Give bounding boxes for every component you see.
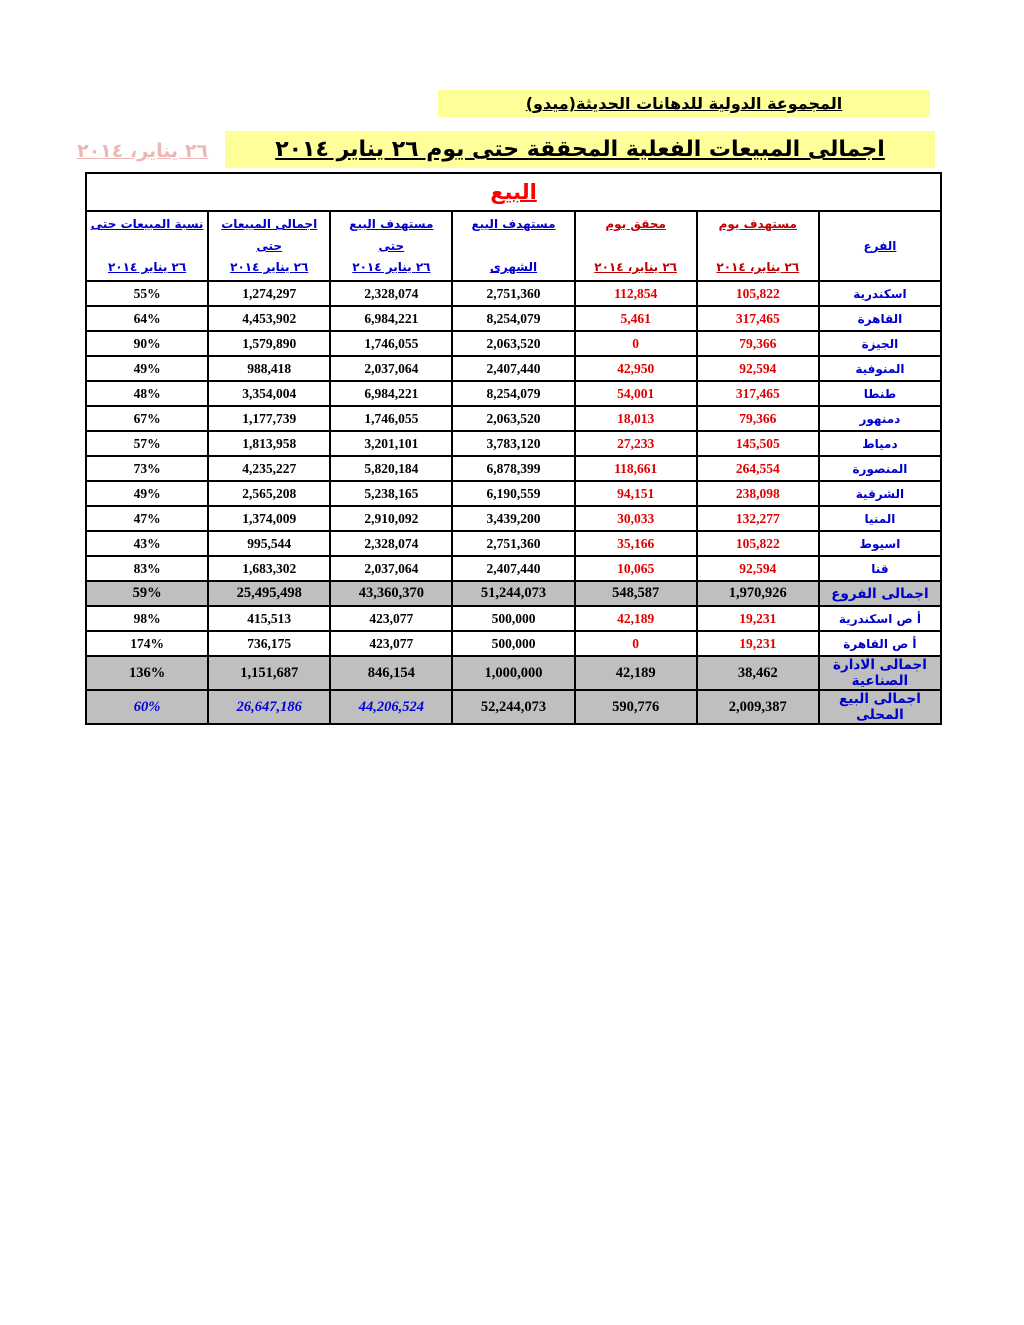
cell-sales_to_date: 26,647,186 (208, 690, 330, 724)
cell-branch: اسكندرية (819, 281, 941, 306)
cell-sales_to_date: 1,151,687 (208, 656, 330, 690)
cell-achieved_day: 112,854 (575, 281, 697, 306)
column-header-monthly_target-line: مستهدف البيع (471, 217, 556, 231)
cell-target_day: 238,098 (697, 481, 819, 506)
cell-target_to_date: 6,984,221 (330, 306, 452, 331)
cell-monthly_target: 500,000 (452, 606, 574, 631)
cell-sales_to_date: 1,579,890 (208, 331, 330, 356)
cell-pct: 57% (86, 431, 208, 456)
company-banner-text: المجموعة الدولية للدهانات الحديثة(ميدو) (525, 94, 843, 113)
cell-monthly_target: 8,254,079 (452, 381, 574, 406)
cell-target_day: 19,231 (697, 631, 819, 656)
cell-achieved_day: 42,950 (575, 356, 697, 381)
cell-pct: 47% (86, 506, 208, 531)
cell-target_day: 317,465 (697, 306, 819, 331)
cell-monthly_target: 2,063,520 (452, 331, 574, 356)
report-title-text: اجمالى المبيعات الفعلية المحققة حتى يوم ٢٦ يناير ٢٠١٤ (275, 137, 885, 162)
cell-sales_to_date: 1,813,958 (208, 431, 330, 456)
cell-monthly_target: 52,244,073 (452, 690, 574, 724)
cell-branch: المنيا (819, 506, 941, 531)
table-row-total (86, 656, 941, 690)
cell-branch: القاهرة (819, 306, 941, 331)
cell-sales_to_date: 1,177,739 (208, 406, 330, 431)
sales-table (85, 172, 942, 725)
table-row-branch (86, 631, 941, 656)
cell-achieved_day: 30,033 (575, 506, 697, 531)
cell-achieved_day: 94,151 (575, 481, 697, 506)
company-banner (438, 90, 930, 117)
cell-sales_to_date: 736,175 (208, 631, 330, 656)
cell-target_day: 79,366 (697, 331, 819, 356)
column-header-pct-line: ٢٦ يناير ٢٠١٤ (107, 260, 187, 274)
cell-branch: أ ص اسكندرية (819, 606, 941, 631)
cell-achieved_day: 42,189 (575, 656, 697, 690)
column-header-target_to_date (330, 211, 452, 281)
table-row-branch (86, 306, 941, 331)
column-header-sales_to_date-line: ٢٦ يناير ٢٠١٤ (230, 260, 309, 274)
cell-target_day: 132,277 (697, 506, 819, 531)
cell-achieved_day: 0 (575, 331, 697, 356)
cell-target_to_date: 5,238,165 (330, 481, 452, 506)
cell-target_to_date: 2,910,092 (330, 506, 452, 531)
cell-monthly_target: 6,878,399 (452, 456, 574, 481)
column-header-monthly_target (452, 211, 574, 281)
cell-achieved_day: 548,587 (575, 581, 697, 606)
cell-pct: 64% (86, 306, 208, 331)
cell-monthly_target: 3,783,120 (452, 431, 574, 456)
cell-sales_to_date: 25,495,498 (208, 581, 330, 606)
cell-branch: اجمالى البيع المحلى (819, 690, 941, 724)
cell-branch: المنصورة (819, 456, 941, 481)
cell-target_day: 2,009,387 (697, 690, 819, 724)
cell-target_to_date: 846,154 (330, 656, 452, 690)
column-header-achieved_day-line: محقق يوم (605, 217, 666, 231)
cell-target_to_date: 2,037,064 (330, 356, 452, 381)
cell-monthly_target: 2,063,520 (452, 406, 574, 431)
table-title-row (86, 173, 941, 211)
cell-monthly_target: 2,407,440 (452, 356, 574, 381)
column-header-sales_to_date-line: حتى (256, 238, 283, 253)
cell-pct: 43% (86, 531, 208, 556)
column-header-target_day-line: ٢٦ يناير، ٢٠١٤ (716, 260, 800, 274)
cell-branch: طنطا (819, 381, 941, 406)
cell-achieved_day: 54,001 (575, 381, 697, 406)
cell-achieved_day: 590,776 (575, 690, 697, 724)
cell-target_day: 38,462 (697, 656, 819, 690)
cell-sales_to_date: 1,683,302 (208, 556, 330, 581)
cell-achieved_day: 0 (575, 631, 697, 656)
cell-pct: 48% (86, 381, 208, 406)
cell-monthly_target: 51,244,073 (452, 581, 574, 606)
cell-target_to_date: 1,746,055 (330, 331, 452, 356)
cell-branch: اجمالى الادارة الصناعية (819, 656, 941, 690)
cell-target_to_date: 3,201,101 (330, 431, 452, 456)
cell-pct: 98% (86, 606, 208, 631)
cell-achieved_day: 18,013 (575, 406, 697, 431)
column-header-target_to_date-line: ٢٦ يناير ٢٠١٤ (352, 260, 431, 274)
table-header-row (86, 211, 941, 281)
cell-sales_to_date: 3,354,004 (208, 381, 330, 406)
cell-sales_to_date: 988,418 (208, 356, 330, 381)
column-header-sales_to_date (208, 211, 330, 281)
table-title-cell (86, 173, 941, 211)
cell-target_day: 19,231 (697, 606, 819, 631)
cell-monthly_target: 1,000,000 (452, 656, 574, 690)
cell-branch: المنوفية (819, 356, 941, 381)
cell-pct: 49% (86, 481, 208, 506)
table-row-branch (86, 481, 941, 506)
cell-target_to_date: 423,077 (330, 631, 452, 656)
cell-target_day: 264,554 (697, 456, 819, 481)
cell-target_to_date: 44,206,524 (330, 690, 452, 724)
cell-target_day: 79,366 (697, 406, 819, 431)
cell-branch: اسيوط (819, 531, 941, 556)
cell-target_day: 1,970,926 (697, 581, 819, 606)
cell-achieved_day: 42,189 (575, 606, 697, 631)
cell-sales_to_date: 4,453,902 (208, 306, 330, 331)
cell-target_to_date: 43,360,370 (330, 581, 452, 606)
cell-monthly_target: 6,190,559 (452, 481, 574, 506)
cell-target_to_date: 2,037,064 (330, 556, 452, 581)
cell-monthly_target: 3,439,200 (452, 506, 574, 531)
table-body (86, 281, 941, 724)
cell-sales_to_date: 1,274,297 (208, 281, 330, 306)
cell-target_to_date: 423,077 (330, 606, 452, 631)
column-header-pct (86, 211, 208, 281)
cell-monthly_target: 8,254,079 (452, 306, 574, 331)
table-row-branch (86, 406, 941, 431)
table-row-branch (86, 331, 941, 356)
table-row-grand (86, 690, 941, 724)
cell-target_to_date: 5,820,184 (330, 456, 452, 481)
cell-target_to_date: 1,746,055 (330, 406, 452, 431)
table-row-branch (86, 281, 941, 306)
cell-sales_to_date: 4,235,227 (208, 456, 330, 481)
table-row-branch (86, 556, 941, 581)
table-title-text: البيع (490, 180, 537, 204)
sales-table-container (85, 172, 942, 725)
cell-sales_to_date: 2,565,208 (208, 481, 330, 506)
cell-pct: 174% (86, 631, 208, 656)
table-row-branch (86, 381, 941, 406)
cell-pct: 83% (86, 556, 208, 581)
cell-achieved_day: 35,166 (575, 531, 697, 556)
cell-pct: 59% (86, 581, 208, 606)
cell-target_day: 105,822 (697, 281, 819, 306)
cell-branch: الجيزة (819, 331, 941, 356)
column-header-target_day (697, 211, 819, 281)
column-header-branch-line: الفرع (863, 238, 897, 253)
cell-achieved_day: 27,233 (575, 431, 697, 456)
column-header-branch (819, 211, 941, 281)
column-header-sales_to_date-line: اجمالى المبيعات (221, 217, 318, 231)
cell-branch: قنا (819, 556, 941, 581)
cell-target_day: 317,465 (697, 381, 819, 406)
cell-target_to_date: 2,328,074 (330, 531, 452, 556)
column-header-achieved_day (575, 211, 697, 281)
cell-target_day: 145,505 (697, 431, 819, 456)
cell-sales_to_date: 995,544 (208, 531, 330, 556)
table-row-branch (86, 506, 941, 531)
column-header-target_to_date-line: حتى (378, 238, 405, 253)
column-header-monthly_target-line: الشهرى (489, 260, 538, 274)
cell-monthly_target: 2,751,360 (452, 531, 574, 556)
cell-branch: اجمالى الفروع (819, 581, 941, 606)
table-row-branch (86, 606, 941, 631)
table-row-branch (86, 531, 941, 556)
cell-pct: 73% (86, 456, 208, 481)
cell-target_to_date: 6,984,221 (330, 381, 452, 406)
cell-target_day: 92,594 (697, 356, 819, 381)
cell-branch: أ ص القاهرة (819, 631, 941, 656)
column-header-achieved_day-line: ٢٦ يناير، ٢٠١٤ (594, 260, 678, 274)
cell-achieved_day: 5,461 (575, 306, 697, 331)
cell-monthly_target: 2,751,360 (452, 281, 574, 306)
cell-target_day: 105,822 (697, 531, 819, 556)
cell-sales_to_date: 415,513 (208, 606, 330, 631)
cell-branch: دمياط (819, 431, 941, 456)
cell-pct: 55% (86, 281, 208, 306)
cell-target_day: 92,594 (697, 556, 819, 581)
cell-monthly_target: 500,000 (452, 631, 574, 656)
cell-pct: 49% (86, 356, 208, 381)
cell-pct: 136% (86, 656, 208, 690)
cell-pct: 67% (86, 406, 208, 431)
table-row-branch (86, 431, 941, 456)
cell-pct: 60% (86, 690, 208, 724)
column-header-pct-line: نسبة المبيعات حتى (90, 217, 204, 231)
faded-date-text: ٢٦ يناير، ٢٠١٤ (76, 140, 209, 162)
cell-branch: دمنهور (819, 406, 941, 431)
cell-sales_to_date: 1,374,009 (208, 506, 330, 531)
table-row-total (86, 581, 941, 606)
report-title-banner (225, 131, 935, 168)
table-row-branch (86, 356, 941, 381)
table-row-branch (86, 456, 941, 481)
cell-pct: 90% (86, 331, 208, 356)
cell-achieved_day: 10,065 (575, 556, 697, 581)
cell-target_to_date: 2,328,074 (330, 281, 452, 306)
cell-monthly_target: 2,407,440 (452, 556, 574, 581)
cell-branch: الشرقية (819, 481, 941, 506)
cell-achieved_day: 118,661 (575, 456, 697, 481)
column-header-target_day-line: مستهدف يوم (718, 217, 797, 231)
column-header-target_to_date-line: مستهدف البيع (349, 217, 434, 231)
